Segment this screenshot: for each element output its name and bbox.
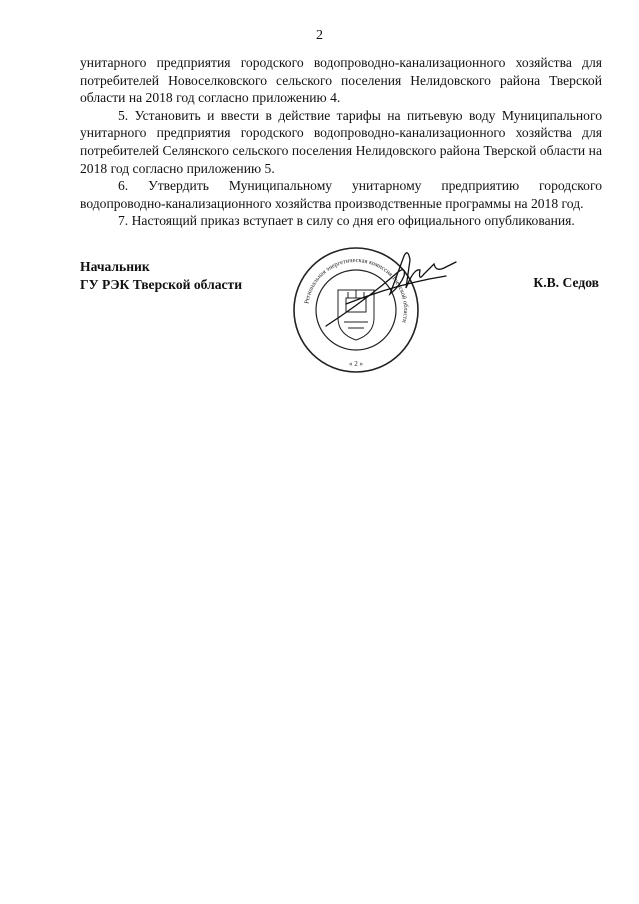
paragraph-continuation: унитарного предприятия городского водопроводно-канализационного хозяйства для потребителей Новоселковского сельского поселения Нелидовского района Тверской области на 2018 год согласно приложению 4. xyxy=(80,55,602,106)
body-text xyxy=(80,54,602,230)
position-title: Начальник xyxy=(80,259,150,274)
stamp-text: Региональная энергетическая комиссия Тверской области xyxy=(303,256,410,324)
stamp-number: « 2 » xyxy=(349,360,363,368)
stamp-inner-ring xyxy=(316,270,396,350)
official-stamp xyxy=(286,240,466,380)
page-number: 2 xyxy=(316,28,323,43)
paragraph-item-7: 7. Настоящий приказ вступает в силу со дня его официального опубликования. xyxy=(118,213,575,229)
organization-name: ГУ РЭК Тверской области xyxy=(80,276,243,292)
signatory-name: К.В. Седов xyxy=(533,275,599,290)
paragraph-item-5: 5. Установить и ввести в действие тарифы на питьевую воду Муниципального унитарного предприятия городского водопроводно-канализационного хозяйства для потребителей Селянского сельского поселения Нелидовского района Тверской области на 2018 год согласно приложению 5. xyxy=(80,107,602,176)
signature-position xyxy=(80,258,242,293)
stamp-outer-ring xyxy=(294,248,418,372)
paragraph-item-6: 6. Утвердить Муниципальному унитарному предприятию городского водопроводно-канализационного хозяйства производственные программы на 2018 год. xyxy=(80,178,602,211)
